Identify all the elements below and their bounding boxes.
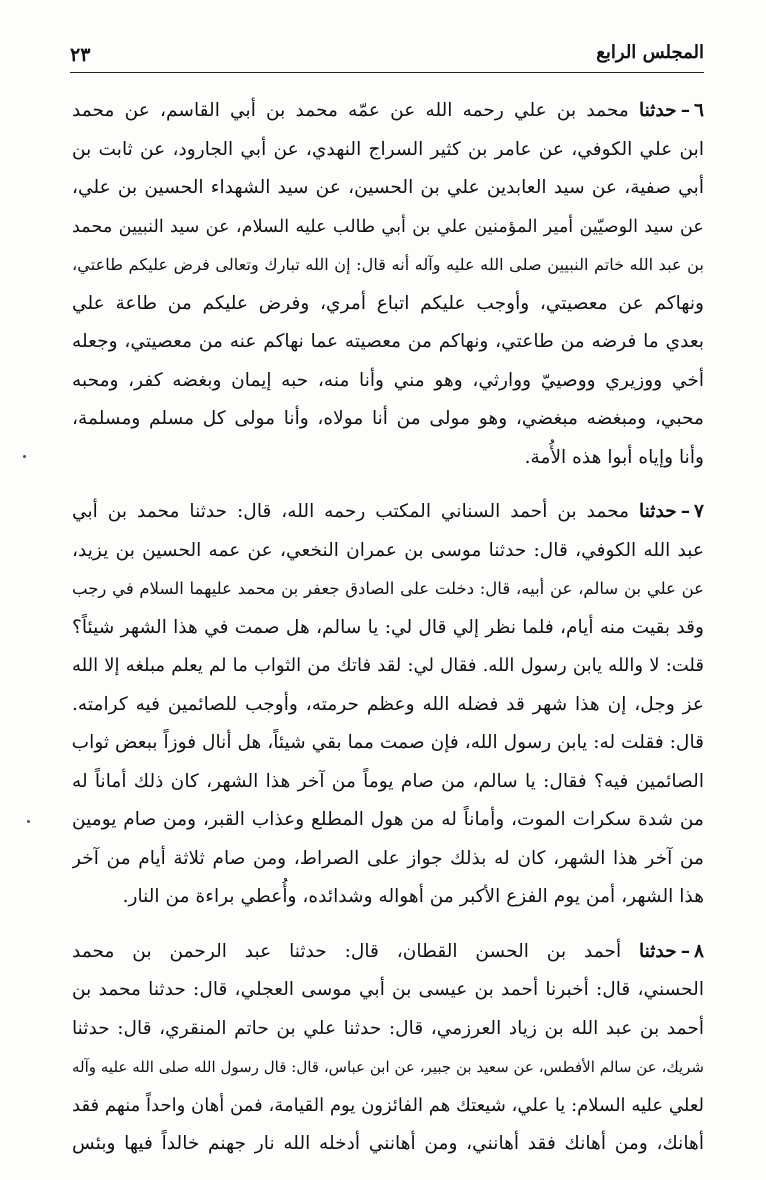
hadith-line: وأنا وإياه أبوا هذه الأُمة. xyxy=(524,446,704,468)
hadith-line: ٦–حدثنا محمد بن علي رحمه الله عن عمّه محمد بن أبي القاسم، عن محمد xyxy=(72,100,704,121)
hadith-line: قال: فقلت له: يابن رسول الله، فإن صمت مما بقي شيئاً، هل أنال فوزاً ببعض ثواب xyxy=(72,732,704,753)
running-title: المجلس الرابع xyxy=(596,42,704,63)
hadith-line: هذا الشهر، أمن يوم الفزع الأكبر من أهواله وشدائده، وأُعطي براءة من النار. xyxy=(122,886,704,907)
scan-speck xyxy=(27,820,30,823)
page-number: ٢٣ xyxy=(70,44,91,66)
hadith-line: ٨–حدثنا أحمد بن الحسن القطان، قال: حدثنا عبد الرحمن بن محمد xyxy=(72,940,704,962)
hadith-line: من شدة سكرات الموت، وأماناً له من هول المطلع وعذاب القبر، ومن صام يومين xyxy=(72,809,704,830)
hadith-line: ابن علي الكوفي، عن عامر بن كثير السراج النهدي، عن أبي الجارود، عن ثابت بن xyxy=(72,138,704,160)
hadith-line: بن عبد الله خاتم النبيين صلى الله عليه وآله أنه قال: إن الله تبارك وتعالى فرض عليكم طاعتي، xyxy=(72,255,704,274)
hadith-line: شريك، عن سالم الأفطس، عن سعيد بن جبير، عن ابن عباس، قال: قال رسول الله صلى الله عليه وآله xyxy=(72,1058,704,1076)
hadith-number: ٧ xyxy=(694,501,704,522)
hadith-line: الصائمين فيه؟ فقال: يا سالم، من صام يوماً من آخر هذا الشهر، كان ذلك أماناً له xyxy=(72,770,704,792)
hadith-7 xyxy=(72,493,704,917)
page-header xyxy=(70,38,704,73)
hadith-line: أحمد بن عبد الله بن زياد العرزمي، قال: حدثنا علي بن حاتم المنقري، قال: حدثنا xyxy=(72,1017,704,1039)
hadith-line: محبي، ومبغضه مبغضي، وهو مولى من أنا مولاه، وأنا مولى كل مسلم ومسلمة، xyxy=(72,408,704,429)
hadith-6 xyxy=(72,92,704,477)
hadith-8 xyxy=(72,933,704,1164)
hadith-line: عبد الله الكوفي، قال: حدثنا موسى بن عمران النخعي، عن عمه الحسين بن يزيد، xyxy=(72,539,704,561)
hadith-opener: حدثنا xyxy=(639,501,677,522)
hadith-line: ونهاكم عن معصيتي، وأوجب عليكم اتباع أمري، وفرض عليكم من طاعة علي xyxy=(72,292,704,314)
hadith-line: عز وجل، إن هذا شهر قد فضله الله وعظم حرمته، وأوجب للصائمين فيه كرامته. xyxy=(72,693,704,715)
hadith-opener: حدثنا xyxy=(638,100,677,121)
hadith-line: من آخر هذا الشهر، كان له بذلك جواز على الصراط، ومن صام ثلاثة أيام من آخر xyxy=(72,847,704,869)
hadith-opener: حدثنا xyxy=(638,940,677,962)
hadith-line-text: محمد بن أحمد السناني المكتب رحمه الله، قال: حدثنا محمد بن أبي xyxy=(72,501,630,522)
hadith-line: أخي ووزيري ووصييّ ووارثي، وهو مني وأنا منه، حبه إيمان وبغضه كفر، ومحبه xyxy=(72,369,704,391)
hadith-number: ٦ xyxy=(693,100,704,121)
scan-speck xyxy=(23,455,26,458)
hadith-line: عن علي بن سالم، عن أبيه، قال: دخلت على الصادق جعفر بن محمد عليهما السلام في رجب xyxy=(72,579,704,598)
hadith-line: ٧–حدثنا محمد بن أحمد السناني المكتب رحمه الله، قال: حدثنا محمد بن أبي xyxy=(72,501,704,522)
hadith-line: بعدي ما فرضه من طاعتي، ونهاكم من معصيته عما نهاكم عنه من معصيتي، وجعله xyxy=(72,331,704,352)
hadith-line-text: محمد بن علي رحمه الله عن عمّه محمد بن أبي القاسم، عن محمد xyxy=(72,100,629,121)
hadith-line: أهانك، ومن أهانك فقد أهانني، ومن أهانني أدخله الله نار جهنم خالداً فيها وبئس xyxy=(72,1133,704,1154)
hadith-number: ٨ xyxy=(694,940,704,962)
hadith-line-text: أحمد بن الحسن القطان، قال: حدثنا عبد الرحمن بن محمد xyxy=(72,940,622,962)
hadith-line: قلت: لا والله يابن رسول الله. فقال لي: لقد فاتك من الثواب ما لم يعلم مبلغه إلا الله xyxy=(72,655,704,676)
body-text xyxy=(72,92,704,1180)
hadith-line: وقد بقيت منه أيام، فلما نظر إلي قال لي: يا سالم، هل صمت في هذا الشهر شيئاً؟ xyxy=(72,616,704,638)
hadith-line: لعلي عليه السلام: يا علي، شيعتك هم الفائزون يوم القيامة، فمن أهان واحداً منهم فقد xyxy=(72,1094,704,1116)
hadith-line: أبي صفية، عن سيد العابدين علي بن الحسين، عن سيد الشهداء الحسين بن علي، xyxy=(72,177,704,198)
hadith-line: الحسني، قال: أخبرنا أحمد بن عيسى بن أبي موسى العجلي، قال: حدثنا محمد بن xyxy=(72,979,704,1000)
hadith-line: عن سيد الوصيّين أمير المؤمنين علي بن أبي طالب عليه السلام، عن سيد النبيين محمد xyxy=(72,216,704,237)
